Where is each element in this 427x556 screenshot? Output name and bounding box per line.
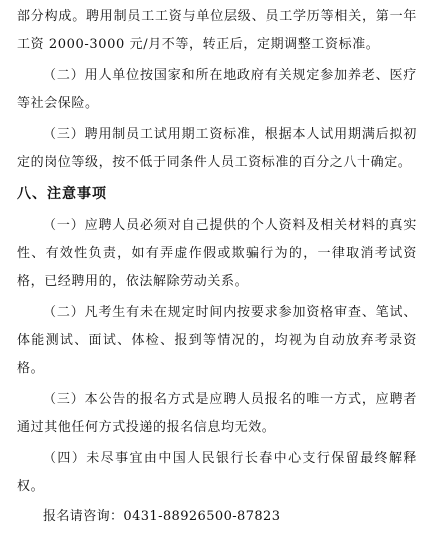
contact-info: 报名请咨询：0431-88926500-87823	[43, 509, 281, 524]
paragraph-salary: 部分构成。聘用制员工工资与单位层级、员工学历等相关，第一年工资 2000-3000 元/月不等，转正后，定期调整工资标准。	[17, 9, 417, 52]
paragraph-probation-salary: （三）聘用制员工试用期工资标准，根据本人试用期满后拟初定的岗位等级，按不低于同条件人员工资标准的百分之八十确定。	[17, 127, 417, 170]
note-item-2: （二）凡考生有未在规定时间内按要求参加资格审查、笔试、体能测试、面试、体检、报到等情况的，均视为自动放弃考录资格。	[17, 305, 417, 376]
paragraph-social-insurance: （二）用人单位按国家和所在地政府有关规定参加养老、医疗等社会保险。	[17, 68, 417, 111]
note-item-3: （三）本公告的报名方式是应聘人员报名的唯一方式，应聘者通过其他任何方式投递的报名信息均无效。	[17, 392, 417, 435]
note-item-1: （一）应聘人员必须对自己提供的个人资料及相关材料的真实性、有效性负责，如有弄虚作假或欺骗行为的，一律取消考试资格，已经聘用的，依法解除劳动关系。	[17, 218, 417, 289]
section-heading-notes: 八、注意事项	[17, 186, 107, 202]
note-item-4: （四）未尽事宜由中国人民银行长春中心支行保留最终解释权。	[17, 451, 417, 494]
